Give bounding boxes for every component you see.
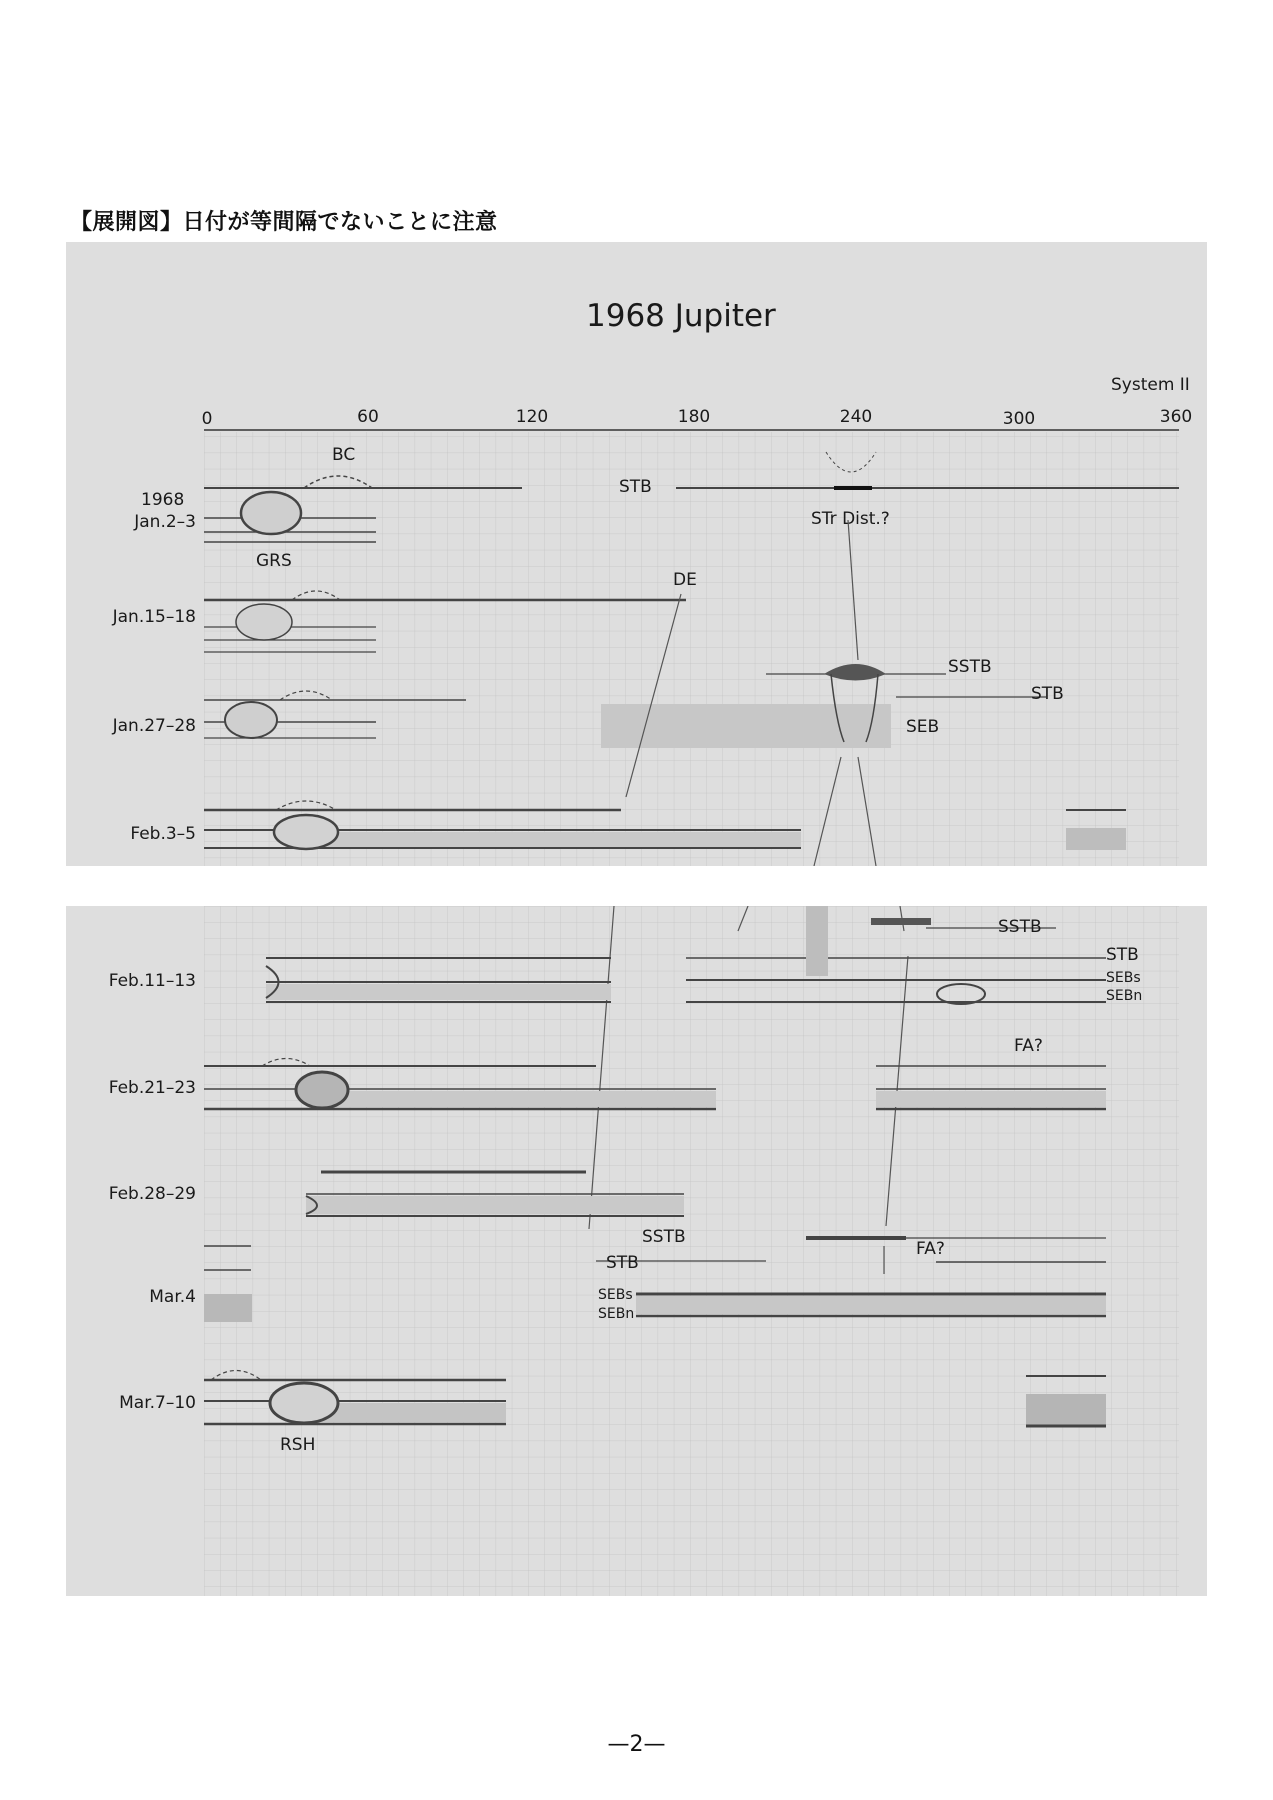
axis-tick-0: 0 (201, 409, 213, 429)
date-jan-27-28: Jan.27–28 (112, 716, 196, 736)
axis-tick-360: 360 (1159, 407, 1193, 427)
date-feb-11-13: Feb.11–13 (108, 971, 196, 991)
date-feb-3-5: Feb.3–5 (130, 824, 196, 844)
label-sebs-2: SEBs (598, 1287, 633, 1303)
chart-title: 1968 Jupiter (586, 298, 776, 334)
system-label: System II (1111, 375, 1190, 395)
label-rsh: RSH (280, 1435, 316, 1455)
page-number: —2— (607, 1732, 666, 1757)
label-fa-1: FA? (1014, 1036, 1043, 1056)
label-bc: BC (332, 445, 356, 465)
axis-tick-120: 120 (515, 407, 549, 427)
label-sebn-2: SEBn (598, 1306, 635, 1322)
date-jan-15-18: Jan.15–18 (112, 607, 196, 627)
label-stb-4: STB (606, 1253, 639, 1273)
page-heading: 【展開図】日付が等間隔でないことに注意 (70, 210, 498, 235)
label-fa-2: FA? (916, 1239, 945, 1259)
graph-paper-grid-lower (204, 906, 1179, 1596)
chart-panel-lower (66, 906, 1207, 1596)
label-sstb-1: SSTB (948, 657, 992, 677)
axis-tick-240: 240 (839, 407, 873, 427)
date-mar-7-10: Mar.7–10 (119, 1393, 196, 1413)
label-stb-1: STB (619, 477, 652, 497)
axis-tick-300: 300 (1002, 409, 1036, 429)
date-mar-4: Mar.4 (149, 1287, 196, 1307)
year-label: 1968 (141, 490, 185, 510)
label-sebn-1: SEBn (1106, 988, 1143, 1004)
graph-paper-grid (204, 432, 1179, 866)
date-jan-2-3: Jan.2–3 (134, 512, 196, 532)
chart-panel-upper (66, 242, 1207, 866)
date-feb-28-29: Feb.28–29 (108, 1184, 196, 1204)
label-stb-2: STB (1031, 684, 1064, 704)
label-sstb-2: SSTB (998, 917, 1042, 937)
label-de: DE (673, 570, 697, 590)
label-grs: GRS (256, 551, 292, 571)
label-str-dist: STr Dist.? (811, 509, 890, 529)
date-feb-21-23: Feb.21–23 (108, 1078, 196, 1098)
axis-tick-180: 180 (677, 407, 711, 427)
label-sebs-1: SEBs (1106, 970, 1141, 986)
label-sstb-3: SSTB (642, 1227, 686, 1247)
axis-tick-60: 60 (357, 407, 379, 427)
label-stb-3: STB (1106, 945, 1139, 965)
label-seb: SEB (906, 717, 940, 737)
